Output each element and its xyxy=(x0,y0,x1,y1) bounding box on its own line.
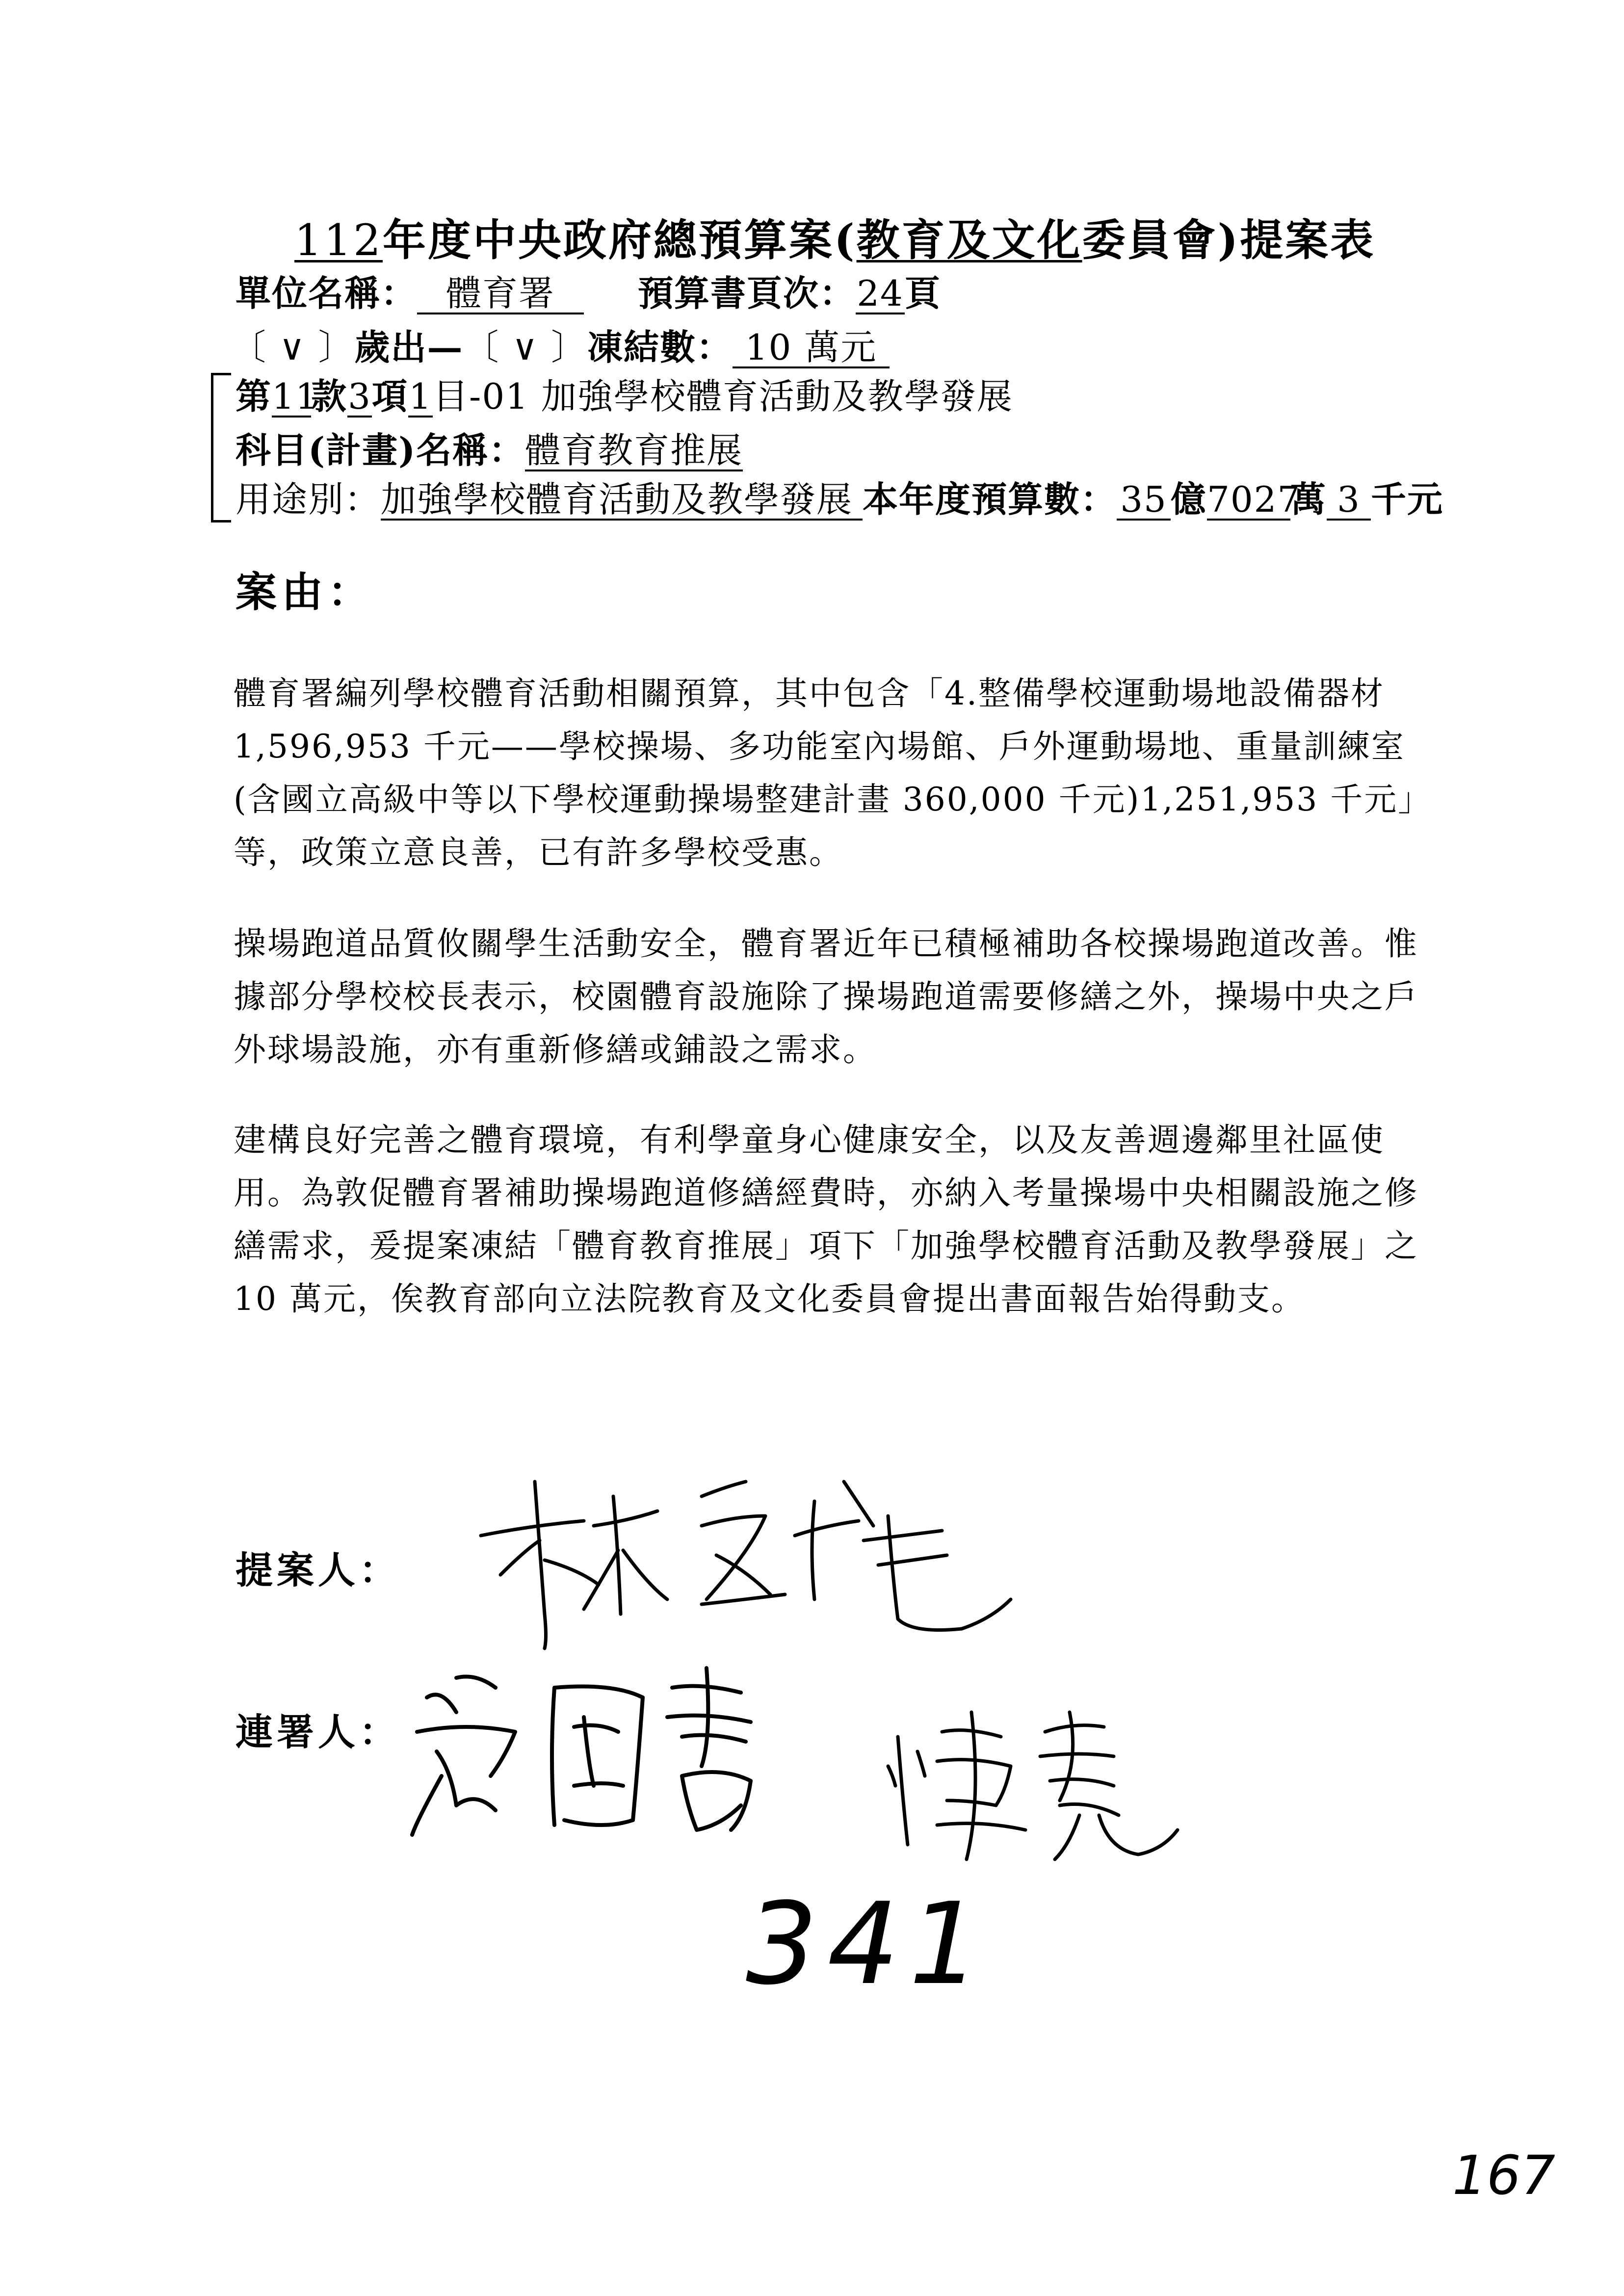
budget-yi-unit: 億 xyxy=(1171,478,1207,520)
page-label: 預算書頁次： xyxy=(638,272,856,314)
title-post: 委員會)提案表 xyxy=(1082,214,1376,265)
item-row xyxy=(236,368,1013,419)
budget-qian-unit: 千元 xyxy=(1371,478,1444,520)
subject-row xyxy=(236,422,743,473)
corner-page-number: 167 xyxy=(1452,2144,1555,2207)
freeze-type: 歲出— xyxy=(354,326,464,368)
cosigner-signature-2 xyxy=(883,1702,1187,1869)
title-year: 112 xyxy=(294,215,383,265)
bracket-line-bottom xyxy=(211,500,231,522)
document-title xyxy=(294,206,1375,268)
handwritten-page-number: 341 xyxy=(746,1879,991,2010)
subject-value: 體育教育推展 xyxy=(525,430,743,471)
freeze-label: 凍結數： xyxy=(587,326,733,368)
kuan-value: 11 xyxy=(272,376,319,417)
kuan-label: 第 xyxy=(236,375,272,417)
xiang-label: 款 xyxy=(311,375,348,417)
cosigner-label: 連署人： xyxy=(236,1710,400,1754)
budget-wan: 7027 xyxy=(1207,479,1301,520)
proposer-signature xyxy=(471,1452,1040,1658)
cosigner-signature-1 xyxy=(407,1658,780,1845)
title-pre: 年度中央政府總預算案( xyxy=(382,214,857,265)
freeze-row xyxy=(231,319,890,370)
usage-label: 用途別： xyxy=(236,479,381,520)
reason-label: 案由： xyxy=(236,568,374,616)
freeze-check-2: 〔 ∨ 〕 xyxy=(463,327,587,368)
subject-label: 科目(計畫)名稱： xyxy=(236,429,525,471)
mu-label: 項 xyxy=(372,375,409,417)
mu-value: 1 xyxy=(409,376,432,417)
title-committee: 教育及文化 xyxy=(856,214,1082,265)
freeze-amount: 10 萬元 xyxy=(733,329,890,368)
bracket-line xyxy=(211,373,231,503)
budget-wan-unit: 萬 xyxy=(1290,478,1327,520)
budget-label: 本年度預算數： xyxy=(863,478,1117,520)
proposer-label: 提案人： xyxy=(236,1548,400,1592)
unit-value: 體育署 xyxy=(417,275,584,314)
usage-value: 加強學校體育活動及教學發展 xyxy=(381,481,863,521)
usage-row xyxy=(236,471,1443,522)
freeze-check-1: 〔 ∨ 〕 xyxy=(231,327,355,368)
budget-yi: 35 xyxy=(1117,481,1171,521)
page-unit: 頁 xyxy=(905,272,942,314)
budget-qian: 3 xyxy=(1327,481,1371,521)
paragraph-3: 建構良好完善之體育環境，有利學童身心健康安全，以及友善週邊鄰里社區使用。為敦促體育署補助操場跑道修繕經費時，亦納入考量操場中央相關設施之修繕需求，爰提案凍結「體育教育推展」項下「加強學校體育活動及教學發展」之 10 萬元，俟教育部向立法院教育及文化委員會提出書面報告始得動支。 xyxy=(234,1121,1418,1318)
paragraph-1: 體育署編列學校體育活動相關預算，其中包含「4.整備學校運動場地設備器材 1,596,953 千元——學校操場、多功能室內場館、戶外運動場地、重量訓練室(含國立高級中等以下學校運動操場整建計畫 360,000 千元)1,251,953 千元」等，政策立意良善，已有許多學校受惠。 xyxy=(234,675,1416,871)
paragraph-2: 操場跑道品質攸關學生活動安全，體育署近年已積極補助各校操場跑道改善。惟據部分學校校長表示，校園體育設施除了操場跑道需要修繕之外，操場中央之戶外球場設施，亦有重新修繕或鋪設之需求。 xyxy=(234,925,1418,1069)
item-name: 加強學校體育活動及教學發展 xyxy=(541,376,1013,417)
unit-row xyxy=(236,265,941,316)
item-code: 目-01 xyxy=(433,376,529,417)
page-value: 24 xyxy=(856,275,905,314)
xiang-value: 3 xyxy=(348,376,371,417)
unit-label: 單位名稱： xyxy=(236,272,418,314)
